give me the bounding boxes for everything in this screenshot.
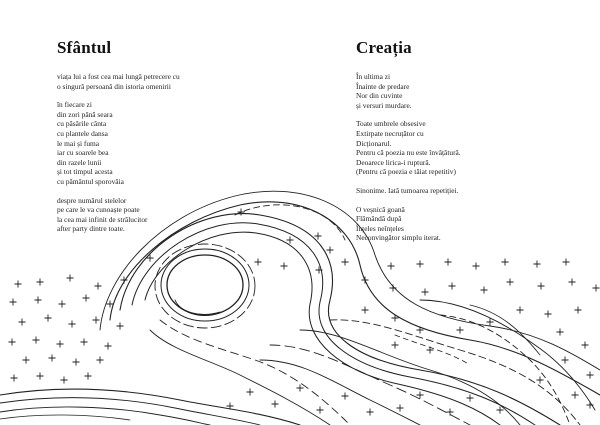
poem-line: Pentru că poezia nu este învățătură. <box>356 148 461 158</box>
stanza <box>356 119 566 177</box>
poem-line: iar cu soarele bea <box>57 148 109 158</box>
stanza <box>57 100 267 186</box>
poem-title: Creația <box>356 38 412 57</box>
poem-line: (Pentru că poezia e tăiat repetitiv) <box>356 167 456 177</box>
stanza <box>57 72 267 91</box>
poem-line: din razele lunii <box>57 157 102 167</box>
poem-line: after party dintre toate. <box>57 224 125 234</box>
stanza <box>57 196 267 234</box>
poem-line: Dicționarul. <box>356 138 392 148</box>
poem-line: în fiecare zi <box>57 100 92 110</box>
poem-line: din zori până seara <box>57 109 113 119</box>
poem-line: la cea mai infinit de strălucitor <box>57 214 148 224</box>
poem-line: și tot timpul acesta <box>57 167 113 177</box>
poem-line: Sinonime. Iată tumoarea repetiției. <box>356 185 459 195</box>
poem-line: viața lui a fost cea mai lungă petrecere cu <box>57 72 180 81</box>
poem-line: Înainte de predare <box>356 81 410 91</box>
poem-line: pe care le va cunoaște poate <box>57 205 140 215</box>
poem-line: Neconvingător simplu iterat. <box>356 233 441 243</box>
poem-line: cu păsările cânta <box>57 119 107 129</box>
poem-line: o singură persoană din istoria omenirii <box>57 81 171 91</box>
poem-title: Sfântul <box>57 38 112 57</box>
stanza <box>356 205 566 243</box>
poem-line: despre numărul stelelor <box>57 195 127 205</box>
poem-line: cu pământul sporovăia <box>57 176 124 186</box>
poem-line: O veșnică goană <box>356 204 405 214</box>
poem-line: Înțeles neînțeles <box>356 223 404 233</box>
stanza <box>356 186 566 196</box>
poem-creatia <box>356 38 566 252</box>
poem-sfantul <box>57 38 267 243</box>
poem-line: Extirpate necruțător cu <box>356 128 424 138</box>
stanza <box>356 72 566 110</box>
poem-line: Nor din cuvinte <box>356 91 403 101</box>
poem-line: și versuri murdare. <box>356 100 412 110</box>
poem-line: cu plantele dansa <box>57 128 108 138</box>
poem-line: În ultima zi <box>356 72 391 81</box>
poem-line: le mai și fuma <box>57 138 100 148</box>
poem-line: Deoarece lirica-i ruptură. <box>356 157 431 167</box>
poem-line: Toate umbrele obsesive <box>356 119 426 129</box>
poem-line: Flămândă după <box>356 214 402 224</box>
